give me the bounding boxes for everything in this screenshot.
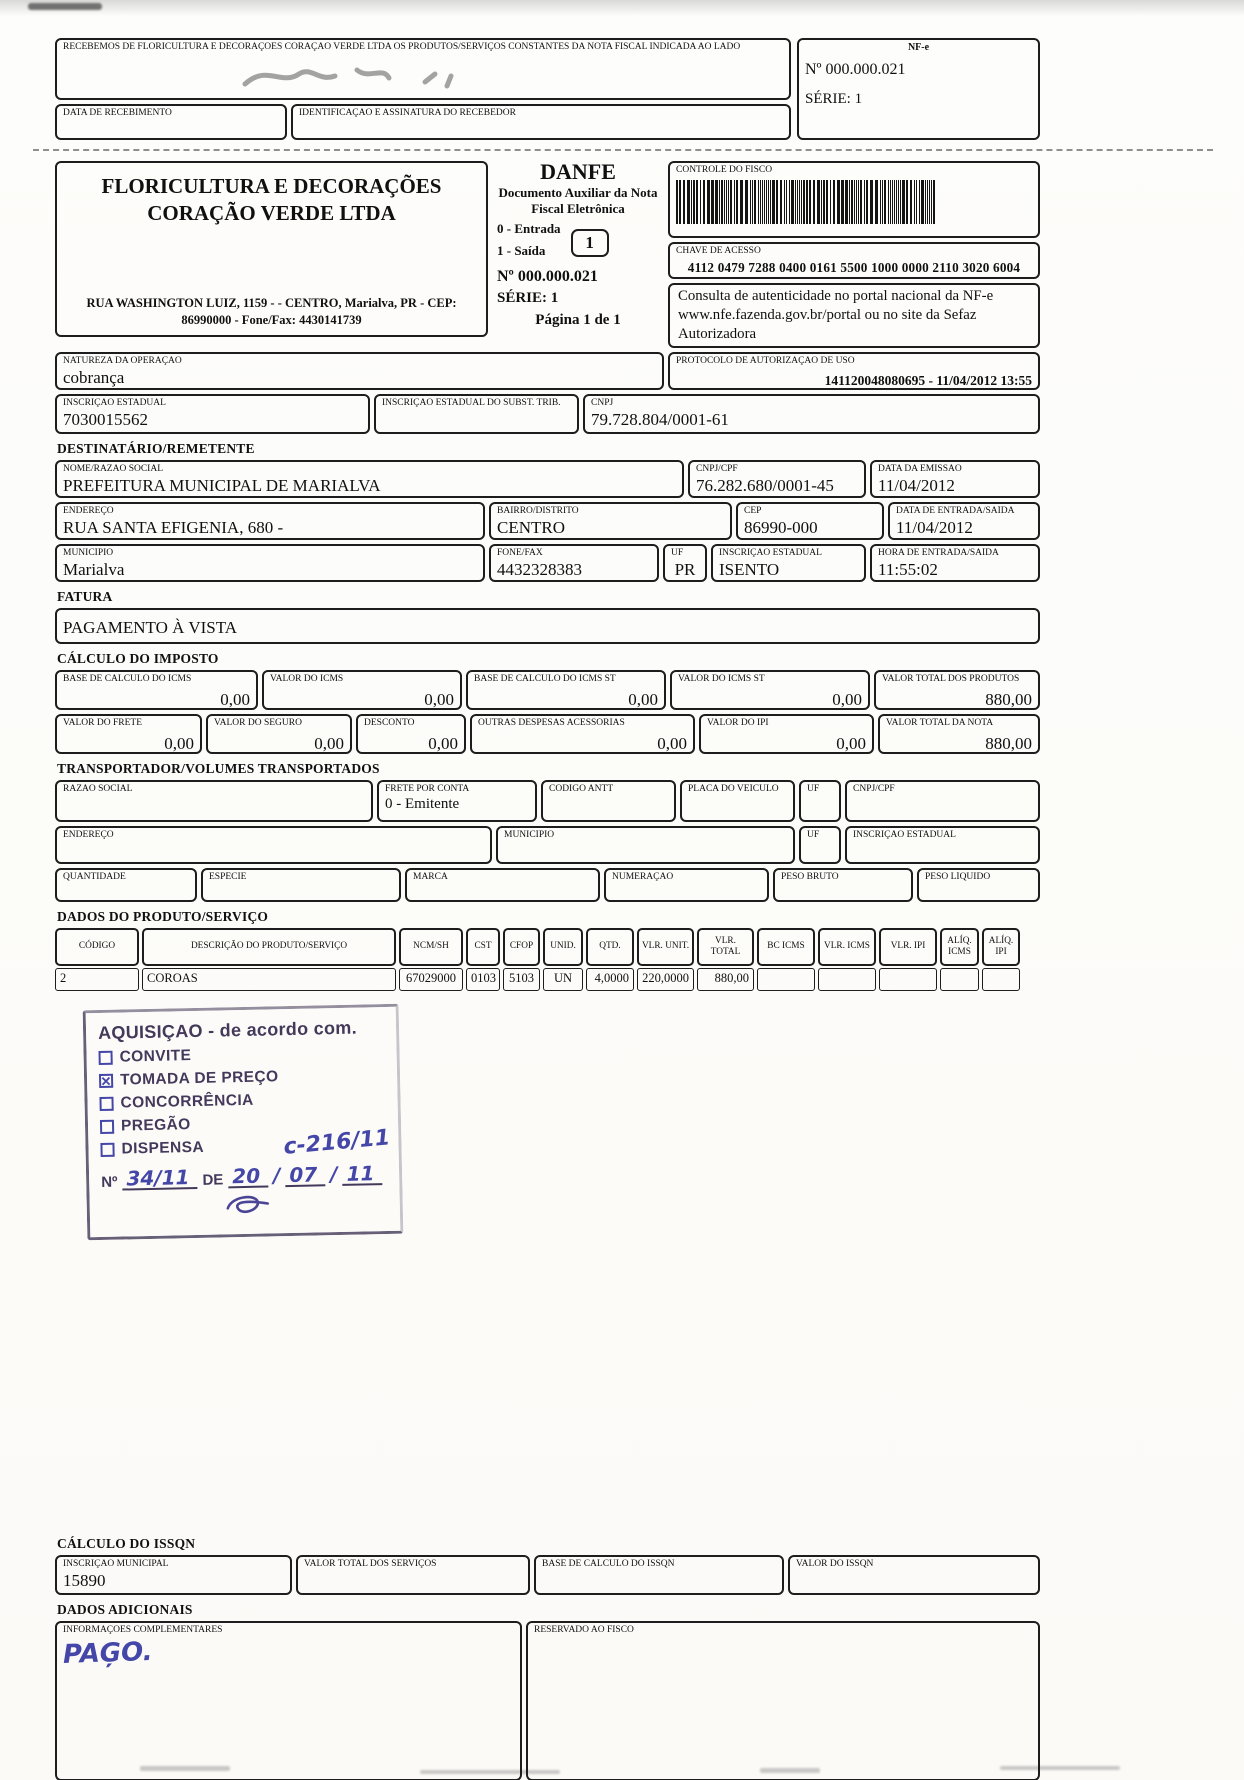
scan-artifact-mark xyxy=(28,3,102,10)
exit-option: 1 - Saída xyxy=(497,243,546,259)
product-row xyxy=(55,968,1020,991)
field-marca xyxy=(405,868,600,902)
field-destinatario-endereco xyxy=(55,502,485,540)
stamp-de-label: DE xyxy=(202,1171,224,1189)
field-label: BASE DE CÁLCULO DO ICMS ST xyxy=(474,673,616,684)
field-label: PESO LÍQUIDO xyxy=(925,871,991,882)
column-header: CÓDIGO xyxy=(55,928,139,966)
field-value: 0 - Emitente xyxy=(385,795,460,812)
field-label: INSCRIÇÃO ESTADUAL xyxy=(63,397,166,408)
danfe-block xyxy=(491,161,665,348)
checkbox-icon xyxy=(100,1120,114,1134)
field-valor-ipi xyxy=(699,714,874,754)
field-label: CONTROLE DO FISCO xyxy=(676,165,773,175)
field-value: PREFEITURA MUNICIPAL DE MARIALVA xyxy=(63,475,381,495)
field-value: 880,00 xyxy=(985,689,1032,709)
field-value: PAGAMENTO À VISTA xyxy=(63,617,238,637)
field-value: 0,00 xyxy=(220,689,250,709)
field-label: VALOR DO SEGURO xyxy=(214,717,302,728)
field-label: CNPJ/CPF xyxy=(696,463,738,474)
field-placa-veiculo xyxy=(680,780,795,822)
scan-artifact-top xyxy=(0,0,1244,16)
field-label: PLACA DO VEÍCULO xyxy=(688,783,779,794)
field-value: 0,00 xyxy=(428,733,458,753)
checkbox-icon xyxy=(98,1051,112,1065)
field-label: VALOR DO ICMS ST xyxy=(678,673,765,684)
cell-aliq-ipi xyxy=(982,968,1020,991)
field-label: INSCRIÇÃO MUNICIPAL xyxy=(63,1558,169,1569)
field-label: PESO BRUTO xyxy=(781,871,839,882)
field-label: CNPJ xyxy=(591,397,614,408)
field-label: RAZÃO SOCIAL xyxy=(63,783,133,794)
danfe-subtitle: Documento Auxiliar da Nota Fiscal Eletrônica xyxy=(498,185,658,216)
receipt-signature-box xyxy=(291,104,791,140)
field-valor-total-nota xyxy=(878,714,1040,754)
field-codigo-antt xyxy=(541,780,676,822)
receipt-statement-box xyxy=(55,38,791,100)
field-label: VALOR TOTAL DOS SERVIÇOS xyxy=(304,1558,437,1569)
field-value: 11/04/2012 xyxy=(878,475,955,495)
field-label: ESPÉCIE xyxy=(209,871,247,882)
field-label: BASE DE CÁLCULO DO ICMS xyxy=(63,673,192,684)
cell-descricao: COROAS xyxy=(142,968,396,991)
field-valor-total-produtos xyxy=(874,670,1040,710)
section-title-dados-adicionais: DADOS ADICIONAIS xyxy=(57,1601,193,1617)
field-value: CENTRO xyxy=(497,517,565,537)
checkbox-checked-icon: ✕ xyxy=(100,1073,112,1089)
field-protocolo-autorizacao xyxy=(668,352,1040,390)
field-peso-bruto xyxy=(773,868,913,902)
field-cep xyxy=(736,502,884,540)
field-value: 0,00 xyxy=(832,689,862,709)
stamp-option-label: DISPENSA xyxy=(121,1138,205,1158)
field-label: MUNICÍPIO xyxy=(504,829,555,840)
cell-vlr-unit: 220,0000 xyxy=(637,968,694,991)
receiver-signature-scribble xyxy=(237,56,507,96)
field-label: FRETE POR CONTA xyxy=(385,783,470,794)
cell-codigo: 2 xyxy=(55,968,139,991)
field-natureza-operacao xyxy=(55,352,664,390)
field-transp-municipio xyxy=(496,826,795,864)
field-outras-despesas xyxy=(470,714,695,754)
field-quantidade xyxy=(55,868,197,902)
field-value: 11/04/2012 xyxy=(896,517,973,537)
field-label: VALOR TOTAL DA NOTA xyxy=(886,717,994,728)
handwritten-slash: / xyxy=(272,1163,281,1188)
field-valor-seguro xyxy=(206,714,352,754)
field-label: FONE/FAX xyxy=(497,547,543,558)
field-value: 79.728.804/0001-61 xyxy=(591,409,729,429)
column-header: VLR. ICMS xyxy=(818,928,876,966)
issuer-address: RUA WASHINGTON LUIZ, 1159 - - CENTRO, Marialva, PR - CEP: 86990000 - Fone/Fax: 4430141739 xyxy=(86,296,457,328)
handwritten-day: 20 xyxy=(228,1165,268,1188)
field-label: HORA DE ENTRADA/SAÍDA xyxy=(878,547,999,558)
field-desconto xyxy=(356,714,466,754)
column-header: VLR. UNIT. xyxy=(637,928,694,966)
field-label: BASE DE CÁLCULO DO ISSQN xyxy=(542,1558,675,1569)
field-value: 0,00 xyxy=(628,689,658,709)
invoice-number: Nº 000.000.021 xyxy=(805,61,906,78)
field-valor-icms-st xyxy=(670,670,870,710)
fisco-control-box xyxy=(668,161,1040,238)
access-key-value: 4112 0479 7288 0400 0161 5500 1000 0000 2110 3020 6004 xyxy=(687,259,1021,275)
cell-cfop: 5103 xyxy=(503,968,540,991)
field-value: cobrança xyxy=(63,367,125,387)
field-label: MUNICÍPIO xyxy=(63,547,114,558)
products-header-row xyxy=(55,928,1020,966)
column-header: UNID. xyxy=(543,928,583,966)
stamp-no-label: Nº xyxy=(101,1173,118,1191)
field-label: NOME/RAZÃO SOCIAL xyxy=(63,463,164,474)
field-label: UF xyxy=(807,783,820,794)
field-value: 0,00 xyxy=(424,689,454,709)
cell-aliq-icms xyxy=(940,968,979,991)
issuer-name: FLORICULTURA E DECORAÇÕES CORAÇÃO VERDE LTDA xyxy=(101,174,442,226)
field-value: 7030015562 xyxy=(63,409,148,429)
field-transp-cnpj xyxy=(845,780,1040,822)
field-data-entrada-saida xyxy=(888,502,1040,540)
field-label: OUTRAS DESPESAS ACESSÓRIAS xyxy=(478,717,625,728)
field-label: CHAVE DE ACESSO xyxy=(676,246,761,256)
section-title-fatura: FATURA xyxy=(57,588,113,604)
field-value: 0,00 xyxy=(314,733,344,753)
field-transp-endereco xyxy=(55,826,492,864)
field-value: PR xyxy=(674,559,696,579)
field-label: DATA DE RECEBIMENTO xyxy=(63,108,172,118)
section-title-issqn: CÁLCULO DO ISSQN xyxy=(57,1535,196,1551)
field-transp-razao-social xyxy=(55,780,373,822)
authenticity-note: Consulta de autenticidade no portal nacional da NF-e www.nfe.fazenda.gov.br/portal ou no site da Sefaz Autorizadora xyxy=(668,283,1040,348)
access-key-box xyxy=(668,242,1040,279)
stamp-title: AQUISIÇAO - de acordo com. xyxy=(97,1017,358,1043)
stamp-option-convite xyxy=(98,1043,384,1067)
section-title-produtos: DADOS DO PRODUTO/SERVIÇO xyxy=(57,908,269,924)
field-label: PROTOCOLO DE AUTORIZAÇÃO DE USO xyxy=(676,355,855,366)
handwritten-stamp-number: 34/11 xyxy=(122,1167,197,1191)
invoice-header xyxy=(55,161,1040,348)
field-label: VALOR DO ICMS xyxy=(270,673,344,684)
checkbox-icon xyxy=(99,1097,113,1111)
page-indicator: Página 1 de 1 xyxy=(535,312,621,329)
danfe-title: DANFE xyxy=(540,159,616,184)
field-label: VALOR TOTAL DOS PRODUTOS xyxy=(882,673,1020,684)
cell-unid: UN xyxy=(543,968,583,991)
section-title-transportador: TRANSPORTADOR/VOLUMES TRANSPORTADOS xyxy=(57,760,380,776)
column-header: NCM/SH xyxy=(399,928,463,966)
field-label: INSCRIÇÃO ESTADUAL xyxy=(719,547,822,558)
field-label: VALOR DO IPI xyxy=(707,717,769,728)
field-value: 0,00 xyxy=(657,733,687,753)
field-value: 11:55:02 xyxy=(878,559,938,579)
invoice-series: SÉRIE: 1 xyxy=(805,91,863,107)
field-base-calculo-issqn xyxy=(534,1555,784,1595)
barcode xyxy=(676,180,1032,224)
field-peso-liquido xyxy=(917,868,1040,902)
acquisition-rubber-stamp xyxy=(83,1004,404,1241)
stamp-option-tomada-de-preco xyxy=(99,1066,385,1090)
field-label: ENDEREÇO xyxy=(63,829,114,840)
field-label: INFORMAÇÕES COMPLEMENTARES xyxy=(63,1624,223,1635)
column-header: DESCRIÇÃO DO PRODUTO/SERVIÇO xyxy=(142,928,396,966)
column-header: CFOP xyxy=(503,928,540,966)
field-inscricao-municipal xyxy=(55,1555,292,1595)
field-bc-icms-st xyxy=(466,670,666,710)
field-label: IDENTIFICAÇÃO E ASSINATURA DO RECEBEDOR xyxy=(299,108,516,118)
stamp-option-label: CONVITE xyxy=(119,1046,192,1066)
products-table xyxy=(55,928,1020,991)
field-label: CNPJ/CPF xyxy=(853,783,895,794)
field-label: DESCONTO xyxy=(364,717,415,728)
field-value: 15890 xyxy=(63,1570,106,1590)
cell-qtd: 4,0000 xyxy=(586,968,634,991)
field-label: INSCRIÇÃO ESTADUAL xyxy=(853,829,956,840)
danfe-document xyxy=(55,38,1040,1780)
handwritten-flourish xyxy=(221,1191,274,1218)
field-destinatario-cnpj xyxy=(688,460,866,498)
field-value: 0,00 xyxy=(164,733,194,753)
field-label: BAIRRO/DISTRITO xyxy=(497,505,579,516)
field-value: 76.282.680/0001-45 xyxy=(696,475,834,495)
nfe-label: NF-e xyxy=(907,42,930,53)
field-label: VALOR DO ISSQN xyxy=(796,1558,874,1569)
field-bc-icms xyxy=(55,670,258,710)
receipt-statement: RECEBEMOS DE FLORICULTURA E DECORAÇÕES CORAÇÃO VERDE LTDA OS PRODUTOS/SERVIÇOS CONSTANTES DA NOTA FISCAL INDICADA AO LADO xyxy=(63,42,741,52)
field-label: NUMERAÇÃO xyxy=(612,871,674,882)
receipt-date-box xyxy=(55,104,287,140)
receipt-stub xyxy=(55,38,1040,140)
field-bairro xyxy=(489,502,732,540)
stamp-area xyxy=(55,991,1040,1529)
stamp-option-label: TOMADA DE PREÇO xyxy=(119,1068,279,1089)
field-hora-entrada-saida xyxy=(870,544,1040,582)
field-valor-frete xyxy=(55,714,202,754)
column-header: QTD. xyxy=(586,928,634,966)
column-header: BC ICMS xyxy=(757,928,815,966)
field-label: CEP xyxy=(744,505,762,516)
field-value: ISENTO xyxy=(719,559,780,579)
cell-cst: 0103 xyxy=(466,968,500,991)
field-label: NATUREZA DA OPERAÇÃO xyxy=(63,355,182,366)
field-label: UF xyxy=(671,547,684,558)
column-header: VLR. TOTAL xyxy=(697,928,754,966)
operation-type-box: 1 xyxy=(571,229,609,257)
field-valor-total-servicos xyxy=(296,1555,530,1595)
column-header: VLR. IPI xyxy=(879,928,937,966)
field-label: RESERVADO AO FISCO xyxy=(534,1624,634,1635)
field-destinatario-ie xyxy=(711,544,866,582)
entry-option: 0 - Entrada xyxy=(497,221,561,237)
field-label: CÓDIGO ANTT xyxy=(549,783,614,794)
section-title-imposto: CÁLCULO DO IMPOSTO xyxy=(57,650,219,666)
field-fone-fax xyxy=(489,544,659,582)
field-value: RUA SANTA EFIGENIA, 680 - xyxy=(63,517,284,537)
field-inscricao-subst-trib xyxy=(374,394,579,434)
field-label: INSCRIÇÃO ESTADUAL DO SUBST. TRIB. xyxy=(382,397,561,408)
field-uf xyxy=(663,544,707,582)
field-label: ENDEREÇO xyxy=(63,505,114,516)
section-title-destinatario: DESTINATÁRIO/REMETENTE xyxy=(57,440,255,456)
column-header: ALÍQ. IPI xyxy=(982,928,1020,966)
field-especie xyxy=(201,868,401,902)
field-inscricao-estadual xyxy=(55,394,370,434)
field-value: 4432328383 xyxy=(497,559,582,579)
issuer-box xyxy=(55,161,488,337)
field-label: DATA DA EMISSÃO xyxy=(878,463,962,474)
handwritten-slash: / xyxy=(329,1161,338,1186)
stamp-number-line xyxy=(101,1161,387,1191)
field-transp-uf xyxy=(799,780,841,822)
field-label: VALOR DO FRETE xyxy=(63,717,142,728)
field-reservado-ao-fisco xyxy=(526,1621,1040,1780)
field-informacoes-complementares xyxy=(55,1621,522,1780)
field-value: 880,00 xyxy=(985,733,1032,753)
field-fatura xyxy=(55,608,1040,644)
stamp-option-label: CONCORRÊNCIA xyxy=(120,1091,254,1112)
field-value: Marialva xyxy=(63,559,125,579)
perforation-cut-line xyxy=(33,149,1213,151)
field-value: 86990-000 xyxy=(744,517,818,537)
column-header: ALÍQ. ICMS xyxy=(940,928,979,966)
field-cnpj-emitente xyxy=(583,394,1040,434)
column-header: CST xyxy=(466,928,500,966)
field-value: 0,00 xyxy=(836,733,866,753)
field-municipio xyxy=(55,544,485,582)
field-destinatario-nome xyxy=(55,460,684,498)
stamp-option-label: PREGÃO xyxy=(120,1115,191,1135)
stub-invoice-number-box xyxy=(797,38,1040,140)
invoice-number: Nº 000.000.021 xyxy=(497,268,598,286)
handwritten-process-number: c-216/11 xyxy=(282,1125,392,1160)
field-valor-icms xyxy=(262,670,462,710)
cell-vlr-ipi xyxy=(879,968,937,991)
cell-vlr-icms xyxy=(818,968,876,991)
stamp-option-concorrencia xyxy=(99,1089,385,1113)
field-label: UF xyxy=(807,829,820,840)
field-valor-issqn xyxy=(788,1555,1040,1595)
field-frete-por-conta xyxy=(377,780,537,822)
handwritten-year: 11 xyxy=(342,1163,382,1186)
checkbox-icon xyxy=(100,1143,114,1157)
field-transp-uf2 xyxy=(799,826,841,864)
field-label: MARCA xyxy=(413,871,448,882)
fisco-column xyxy=(668,161,1040,348)
field-numeracao xyxy=(604,868,769,902)
handwritten-month: 07 xyxy=(285,1164,325,1187)
field-data-emissao xyxy=(870,460,1040,498)
field-transp-ie xyxy=(845,826,1040,864)
field-label: QUANTIDADE xyxy=(63,871,126,882)
cell-bc-icms xyxy=(757,968,815,991)
field-value: 141120048080695 - 11/04/2012 13:55 xyxy=(824,372,1032,388)
cell-vlr-total: 880,00 xyxy=(697,968,754,991)
field-label: DATA DE ENTRADA/SAÍDA xyxy=(896,505,1015,516)
handwritten-pago-note: PAĢO. xyxy=(62,1636,154,1670)
invoice-series: SÉRIE: 1 xyxy=(497,290,559,307)
cell-ncm: 67029000 xyxy=(399,968,463,991)
